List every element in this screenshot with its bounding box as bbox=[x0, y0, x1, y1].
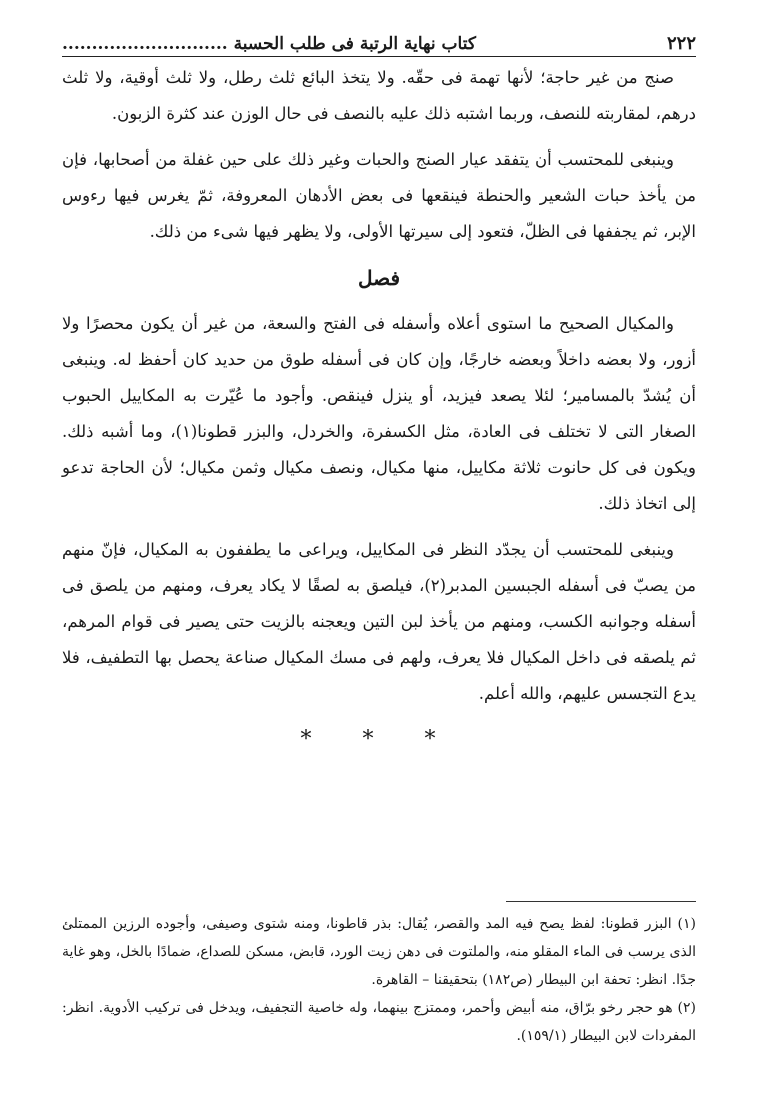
book-title: كتاب نهاية الرتبة فى طلب الحسبة ............................ bbox=[62, 34, 476, 54]
section-heading: فصل bbox=[357, 266, 401, 290]
footnotes bbox=[62, 910, 696, 1050]
paragraph: وينبغى للمحتسب أن يتفقد عيار الصنج والحبات وغير ذلك على حين غفلة من أصحابها، فإن من يأخذ حبات الشعير والحنطة فينقعها فى بعض الأدهان المعروفة، ثمّ يغرس فيها رءوس الإبر، ثم يجففها فى الظلّ، فتعود إلى سيرتها الأولى، ولا يظهر فيها شىء من ذلك. bbox=[62, 150, 696, 241]
section-separator: * * * bbox=[300, 727, 458, 752]
page-number: ٢٢٢ bbox=[666, 33, 696, 54]
footnote-divider bbox=[506, 901, 696, 902]
main-text bbox=[62, 60, 696, 758]
footnote: (٢) هو حجر رخو برّاق، منه أبيض وأحمر، وممتزج بينهما، وله خاصية التجفيف، ويدخل فى تركيب الأدوية. انظر: المفردات لابن البيطار (١٥٩/١). bbox=[62, 1000, 696, 1044]
paragraph: والمكيال الصحيح ما استوى أعلاه وأسفله فى الفتح والسعة، من غير أن يكون محصرًا ولا أزور، ولا بعضه داخلاً وبعضه خارجًا، وإن كان فى أسفله طوق من حديد كان أحفظ له. وينبغى أن يُشدّ بالمسامير؛ لئلا يصعد فيزيد، أو ينزل فينقص. وأجود ما عُيّرت به المكاييل الحبوب الصغار التى لا تختلف فى العادة، مثل الكسفرة، والخردل، والبزر قطونا(١)، وما أشبه ذلك. ويكون فى كل حانوت ثلاثة مكاييل، منها مكيال، ونصف مكيال وثمن مكيال؛ لأن الحاجة تدعو إلى اتخاذ ذلك. bbox=[62, 314, 696, 513]
running-header bbox=[62, 26, 696, 57]
paragraph: وينبغى للمحتسب أن يجدّد النظر فى المكاييل، ويراعى ما يطففون به المكيال، فإنّ منهم من يصبّ فى أسفله الجبسين المدبر(٢)، فيلصق به لصقًا لا يكاد يعرف، ومنهم من يلصق فى أسفله وجوانبه الكسب، ومنهم من يأخذ لبن التين ويعجنه بالزيت حتى يصير فى قوام المرهم، ثم يلصقه فى داخل المكيال فلا يعرف، ولهم فى مسك المكيال صناعة يحصل بها التطفيف، فلا يدع التجسس عليهم، والله أعلم. bbox=[62, 540, 696, 703]
paragraph: صنج من غير حاجة؛ لأنها تهمة فى حقّه. ولا يتخذ البائع ثلث رطل، ولا ثلث أوقية، ولا ثلث درهم، لمقاربته للنصف، وربما اشتبه ذلك عليه بالنصف فى حال الوزن عند كثرة الزبون. bbox=[62, 68, 696, 123]
footnote: (١) البزر قطونا: لفظ يصح فيه المد والقصر، يُقال: بذر قاطونا، ومنه شتوى وصيفى، وأجوده الرزين الممتلئ الذى يرسب فى الماء المقلو منه، والملتوت فى دهن زيت الورد، قابض، مسكن للصداع، ضمادًا بالخل، وهو غاية جدًا. انظر: تحفة ابن البيطار (ص١٨٢) بتحقيقنا – القاهرة. bbox=[62, 916, 696, 988]
